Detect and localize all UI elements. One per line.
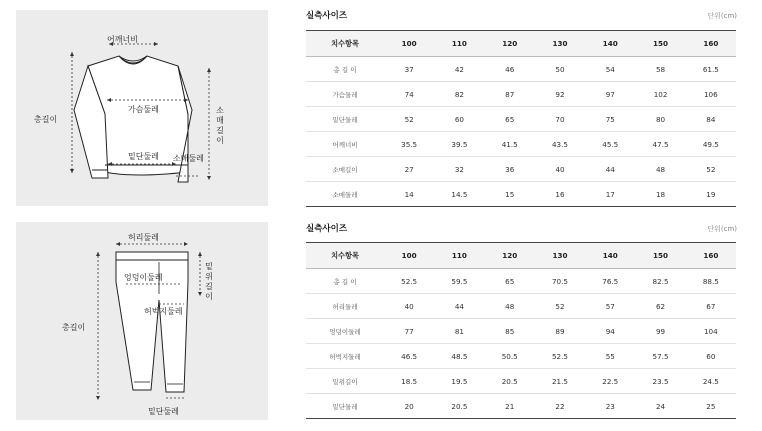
size-value: 70.5: [535, 269, 585, 294]
size-value: 35.5: [384, 132, 434, 157]
size-value: 15: [485, 182, 535, 207]
size-value: 21: [485, 394, 535, 419]
size-value: 84: [686, 107, 736, 132]
size-value: 62: [635, 294, 685, 319]
row-label: 엉덩이둘레: [306, 319, 384, 344]
pants-illustration: [16, 222, 268, 420]
row-label: 소매둘레: [306, 182, 384, 207]
label-waist: 허리둘레: [128, 233, 159, 242]
size-value: 50: [535, 57, 585, 82]
size-value: 18.5: [384, 369, 434, 394]
table-row: [306, 182, 736, 207]
table-row: [306, 82, 736, 107]
size-value: 22.5: [585, 369, 635, 394]
header-size: 100: [384, 243, 434, 269]
sweatshirt-diagram-panel: [16, 10, 268, 206]
table-row: [306, 369, 736, 394]
size-value: 61.5: [686, 57, 736, 82]
size-table-title-top: 실측사이즈: [306, 11, 348, 21]
label-hem: 밑단둘레: [148, 407, 179, 416]
size-value: 85: [485, 319, 535, 344]
size-value: 49.5: [686, 132, 736, 157]
table-row: [306, 319, 736, 344]
size-value: 27: [384, 157, 434, 182]
table-row: [306, 157, 736, 182]
size-value: 39.5: [434, 132, 484, 157]
table-row: [306, 107, 736, 132]
size-value: 82: [434, 82, 484, 107]
size-value: 40: [535, 157, 585, 182]
row-label: 허리둘레: [306, 294, 384, 319]
size-value: 43.5: [535, 132, 585, 157]
unit-label-top: 단위(cm): [707, 12, 737, 20]
size-value: 48: [635, 157, 685, 182]
label-thigh: 허벅지둘레: [144, 307, 183, 316]
size-value: 47.5: [635, 132, 685, 157]
row-label: 총 길 이: [306, 269, 384, 294]
size-value: 41.5: [485, 132, 535, 157]
size-value: 20: [384, 394, 434, 419]
size-table-title-bottom: 실측사이즈: [306, 224, 348, 234]
size-value: 65: [485, 269, 535, 294]
label-shoulder-width: 어깨너비: [107, 35, 138, 44]
size-value: 48: [485, 294, 535, 319]
size-value: 57: [585, 294, 635, 319]
top-size-table: [306, 30, 736, 207]
size-value: 20.5: [485, 369, 535, 394]
size-value: 76.5: [585, 269, 635, 294]
size-value: 94: [585, 319, 635, 344]
row-label: 밑단둘레: [306, 394, 384, 419]
size-value: 67: [686, 294, 736, 319]
size-value: 97: [585, 82, 635, 107]
size-value: 65: [485, 107, 535, 132]
size-value: 44: [434, 294, 484, 319]
header-size: 130: [535, 243, 585, 269]
table-header-row: [306, 31, 736, 57]
size-value: 19.5: [434, 369, 484, 394]
header-size: 100: [384, 31, 434, 57]
size-value: 40: [384, 294, 434, 319]
label-rise: 밑위길이: [205, 262, 213, 301]
size-value: 18: [635, 182, 685, 207]
size-value: 99: [635, 319, 685, 344]
size-value: 46: [485, 57, 535, 82]
header-size: 120: [485, 243, 535, 269]
size-value: 58: [635, 57, 685, 82]
label-hem: 밑단둘레: [128, 152, 159, 161]
size-value: 54: [585, 57, 635, 82]
unit-label-bottom: 단위(cm): [707, 225, 737, 233]
table-row: [306, 394, 736, 419]
header-size: 110: [434, 31, 484, 57]
row-label: 밑단둘레: [306, 107, 384, 132]
header-size: 150: [635, 31, 685, 57]
table-row: [306, 269, 736, 294]
size-value: 19: [686, 182, 736, 207]
size-value: 106: [686, 82, 736, 107]
size-value: 48.5: [434, 344, 484, 369]
size-value: 14.5: [434, 182, 484, 207]
size-value: 14: [384, 182, 434, 207]
table-row: [306, 132, 736, 157]
size-value: 52.5: [535, 344, 585, 369]
size-value: 16: [535, 182, 585, 207]
bottom-size-table: [306, 242, 736, 419]
size-value: 25: [686, 394, 736, 419]
size-value: 82.5: [635, 269, 685, 294]
size-value: 80: [635, 107, 685, 132]
size-value: 92: [535, 82, 585, 107]
size-value: 20.5: [434, 394, 484, 419]
label-total-length: 총길이: [62, 323, 86, 332]
label-hip: 엉덩이둘레: [124, 273, 163, 282]
label-sleeve-length: 소매길이: [216, 106, 224, 145]
size-value: 24: [635, 394, 685, 419]
label-cuff: 소매둘레: [173, 154, 204, 163]
table-row: [306, 294, 736, 319]
size-value: 87: [485, 82, 535, 107]
header-measurement-item: 치수항목: [306, 243, 384, 269]
size-value: 50.5: [485, 344, 535, 369]
size-value: 59.5: [434, 269, 484, 294]
header-size: 130: [535, 31, 585, 57]
size-value: 102: [635, 82, 685, 107]
size-value: 24.5: [686, 369, 736, 394]
size-value: 74: [384, 82, 434, 107]
header-size: 110: [434, 243, 484, 269]
size-value: 23: [585, 394, 635, 419]
size-value: 37: [384, 57, 434, 82]
table-row: [306, 57, 736, 82]
size-value: 89: [535, 319, 585, 344]
header-size: 150: [635, 243, 685, 269]
size-value: 77: [384, 319, 434, 344]
size-value: 81: [434, 319, 484, 344]
size-value: 70: [535, 107, 585, 132]
header-size: 140: [585, 31, 635, 57]
table-row: [306, 344, 736, 369]
header-size: 140: [585, 243, 635, 269]
size-value: 52: [535, 294, 585, 319]
header-size: 160: [686, 243, 736, 269]
size-value: 55: [585, 344, 635, 369]
label-chest: 가슴둘레: [128, 105, 159, 114]
size-value: 36: [485, 157, 535, 182]
size-value: 60: [434, 107, 484, 132]
header-size: 160: [686, 31, 736, 57]
size-value: 52.5: [384, 269, 434, 294]
size-value: 21.5: [535, 369, 585, 394]
pants-diagram-panel: [16, 222, 268, 420]
size-value: 88.5: [686, 269, 736, 294]
header-measurement-item: 치수항목: [306, 31, 384, 57]
size-value: 52: [686, 157, 736, 182]
size-value: 23.5: [635, 369, 685, 394]
size-value: 32: [434, 157, 484, 182]
size-value: 45.5: [585, 132, 635, 157]
row-label: 소매길이: [306, 157, 384, 182]
header-size: 120: [485, 31, 535, 57]
size-value: 44: [585, 157, 635, 182]
row-label: 어깨너비: [306, 132, 384, 157]
row-label: 밑위길이: [306, 369, 384, 394]
size-value: 60: [686, 344, 736, 369]
table-header-row: [306, 243, 736, 269]
size-value: 17: [585, 182, 635, 207]
size-value: 42: [434, 57, 484, 82]
label-total-length: 총길이: [34, 115, 58, 124]
size-value: 104: [686, 319, 736, 344]
size-value: 57.5: [635, 344, 685, 369]
size-value: 75: [585, 107, 635, 132]
row-label: 허벅지둘레: [306, 344, 384, 369]
row-label: 총 길 이: [306, 57, 384, 82]
size-value: 46.5: [384, 344, 434, 369]
row-label: 가슴둘레: [306, 82, 384, 107]
size-value: 22: [535, 394, 585, 419]
size-value: 52: [384, 107, 434, 132]
